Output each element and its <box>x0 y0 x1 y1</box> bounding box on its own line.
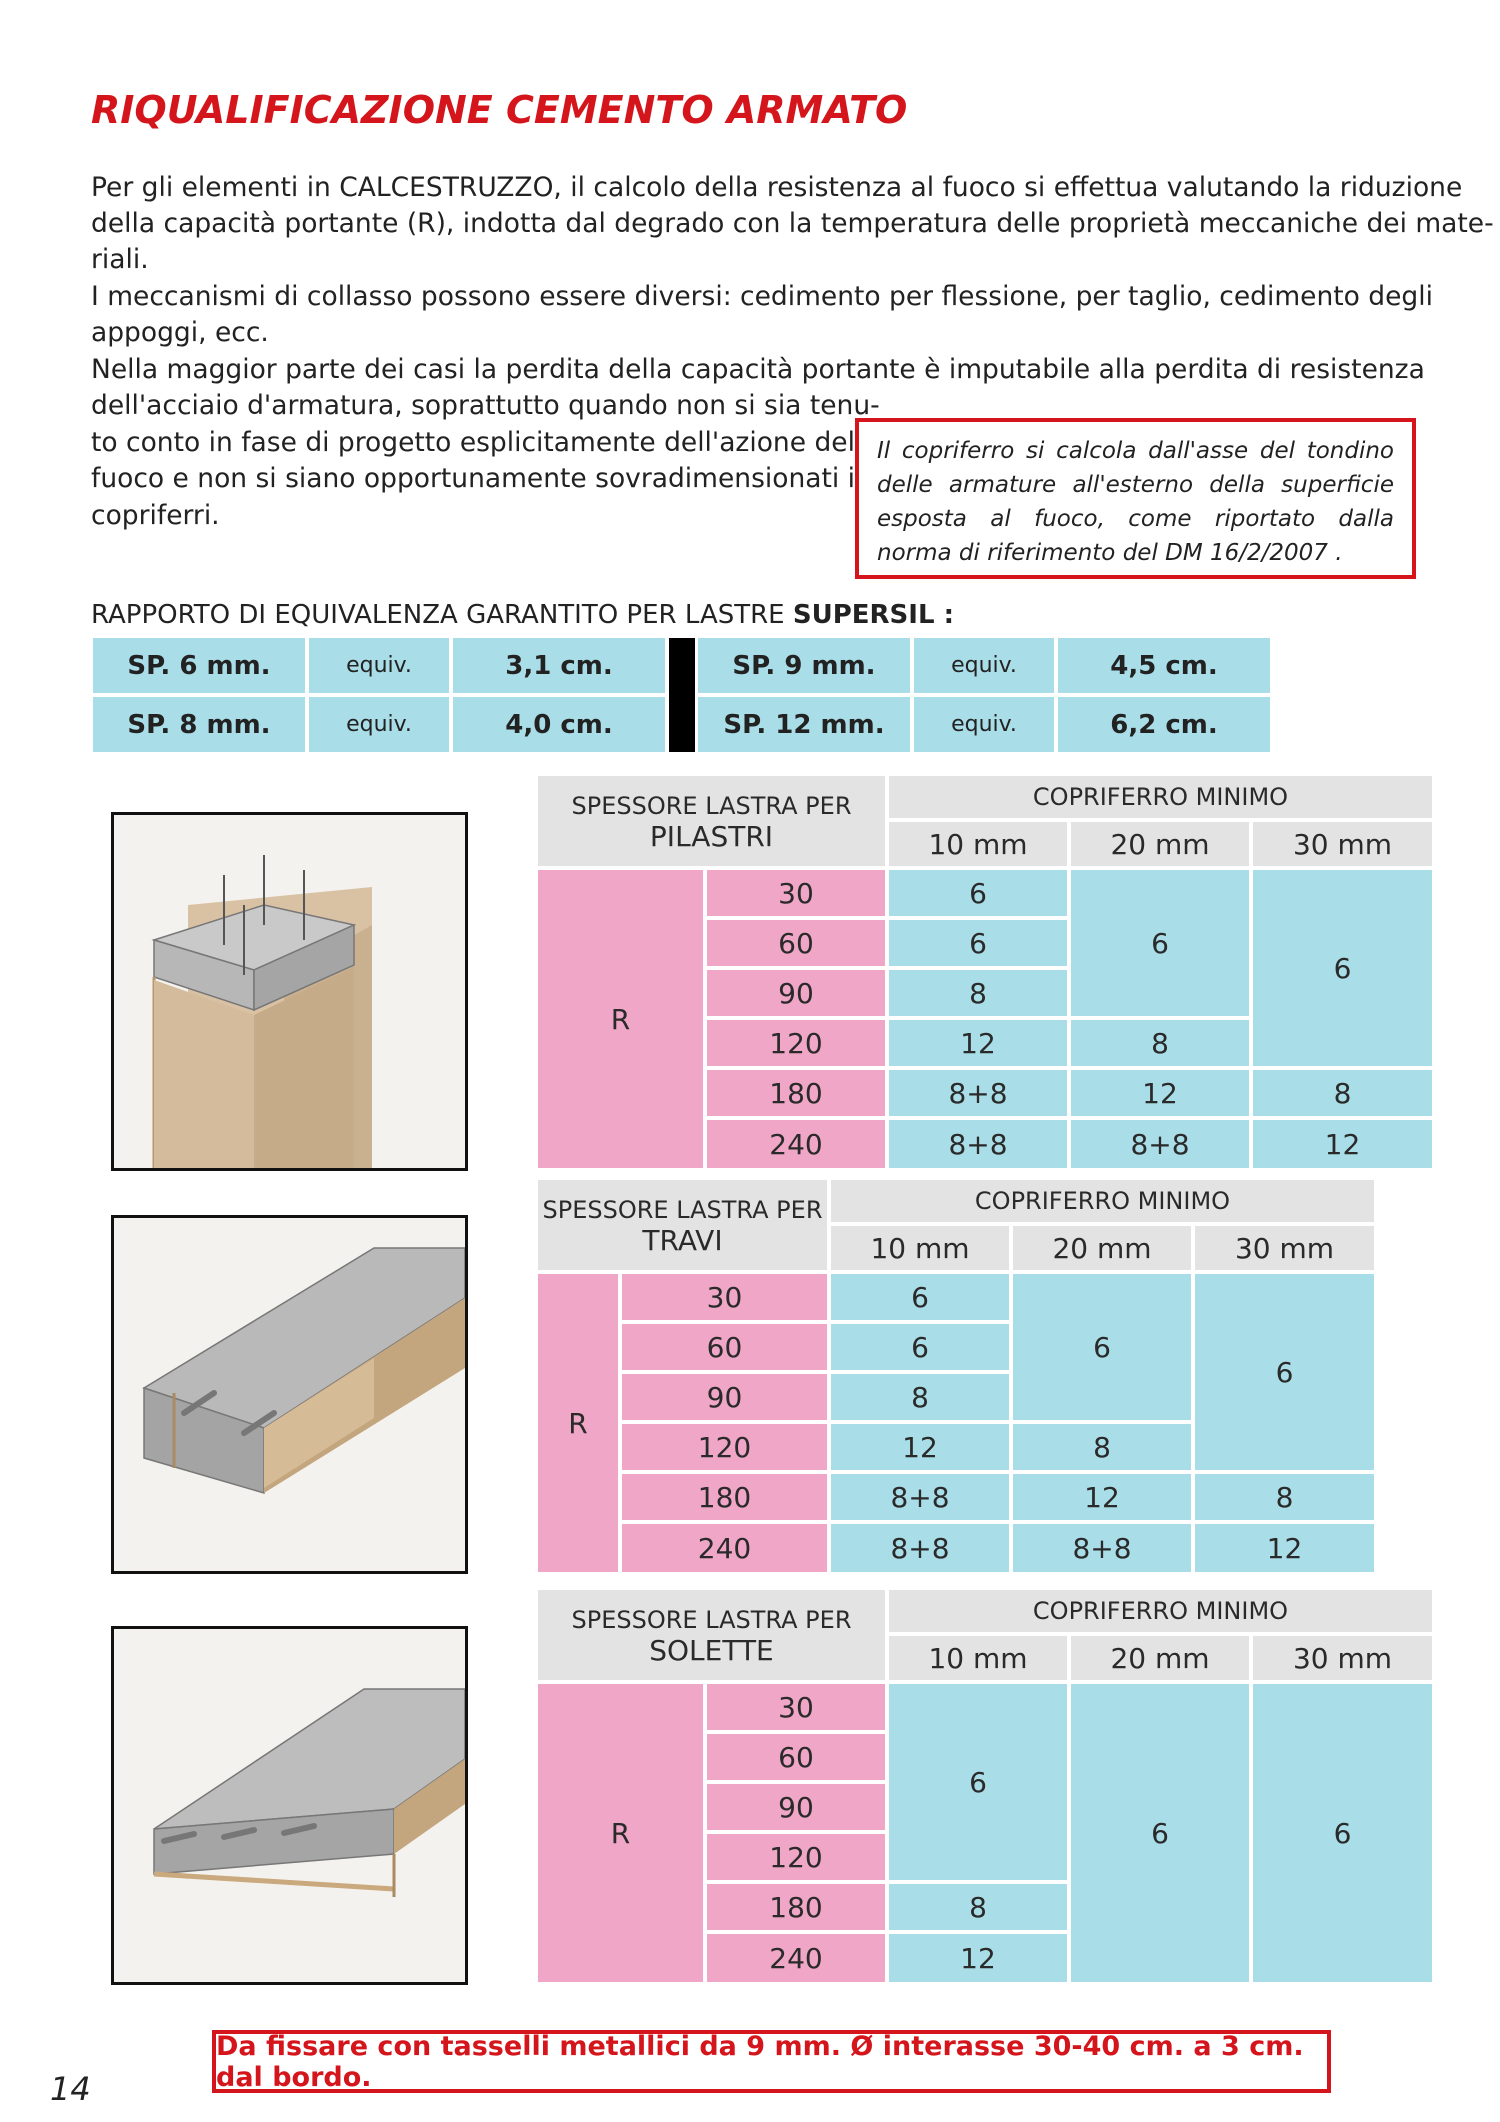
r-value: 240 <box>707 1934 885 1982</box>
value-cell: 12 <box>1253 1120 1432 1168</box>
paragraph-line: fuoco e non si siano opportunamente sovradimensionati i <box>91 463 856 494</box>
footer-note <box>212 2030 1331 2093</box>
cover-header: COPRIFERRO MINIMO <box>889 776 1432 818</box>
beam-illustration <box>111 1215 468 1574</box>
cover-header: COPRIFERRO MINIMO <box>889 1590 1432 1632</box>
value-cell: 8 <box>889 1884 1067 1930</box>
r-label: R <box>538 870 703 1168</box>
value-cell: 12 <box>831 1424 1009 1470</box>
eq-equiv-label: equiv. <box>914 638 1054 693</box>
r-value: 180 <box>707 1884 885 1930</box>
page-title: RIQUALIFICAZIONE CEMENTO ARMATO <box>91 88 908 132</box>
r-value: 240 <box>707 1120 885 1168</box>
value-cell: 6 <box>889 870 1067 916</box>
paragraph-line: della capacità portante (R), indotta dal degrado con la temperatura delle proprietà meccaniche dei mate- <box>91 208 1494 239</box>
eq-right-val: 6,2 cm. <box>1058 697 1270 752</box>
r-value: 60 <box>707 920 885 966</box>
value-cell: 8+8 <box>831 1474 1009 1520</box>
value-cell: 8 <box>831 1374 1009 1420</box>
value-cell: 12 <box>889 1934 1067 1982</box>
value-cell: 8+8 <box>831 1524 1009 1572</box>
eq-right-sp: SP. 9 mm. <box>698 638 910 693</box>
note-text: Il copriferro si calcola dall'asse del tondino delle armature all'esterno della superficie esposta al fuoco, come riportato dalla norma di riferimento del DM 16/2/2007 . <box>877 438 1394 566</box>
value-cell: 8 <box>1013 1424 1191 1470</box>
value-cell: 8+8 <box>1013 1524 1191 1572</box>
paragraph-line: to conto in fase di progetto esplicitamente dell'azione del <box>91 427 855 458</box>
value-cell: 6 <box>1253 870 1432 1066</box>
cover-col: 10 mm <box>889 822 1067 866</box>
r-value: 60 <box>707 1734 885 1780</box>
r-value: 120 <box>707 1020 885 1066</box>
paragraph-line: riali. <box>91 244 149 275</box>
cover-col: 10 mm <box>831 1226 1009 1270</box>
table-header-element: PILASTRI <box>538 820 885 866</box>
paragraph-line: copriferri. <box>91 500 220 531</box>
value-cell: 6 <box>889 920 1067 966</box>
cover-col: 30 mm <box>1195 1226 1374 1270</box>
eq-left-sp: SP. 8 mm. <box>93 697 305 752</box>
equivalence-heading <box>91 600 954 630</box>
cover-col: 20 mm <box>1013 1226 1191 1270</box>
r-value: 30 <box>707 1684 885 1730</box>
value-cell: 12 <box>1013 1474 1191 1520</box>
r-value: 90 <box>707 1784 885 1830</box>
cover-col: 20 mm <box>1071 1636 1249 1680</box>
eq-left-sp: SP. 6 mm. <box>93 638 305 693</box>
eq-right-sp: SP. 12 mm. <box>698 697 910 752</box>
table-header-element: SOLETTE <box>538 1634 885 1680</box>
cover-col: 30 mm <box>1253 1636 1432 1680</box>
paragraph-line: Per gli elementi in CALCESTRUZZO, il calcolo della resistenza al fuoco si effettua valutando la riduzione <box>91 172 1463 203</box>
table-header-element: TRAVI <box>538 1224 827 1270</box>
r-value: 180 <box>622 1474 827 1520</box>
value-cell: 6 <box>889 1684 1067 1880</box>
paragraph-line: dell'acciaio d'armatura, soprattutto quando non si sia tenu- <box>91 390 880 421</box>
paragraph-line: Nella maggior parte dei casi la perdita della capacità portante è imputabile alla perdita di resistenza <box>91 354 1425 385</box>
table-header-line1: SPESSORE LASTRA PER <box>538 1180 827 1224</box>
r-label: R <box>538 1684 703 1982</box>
cover-header: COPRIFERRO MINIMO <box>831 1180 1374 1222</box>
value-cell: 6 <box>1195 1274 1374 1470</box>
eq-equiv-label: equiv. <box>309 638 449 693</box>
value-cell: 6 <box>1071 870 1249 1016</box>
r-label: R <box>538 1274 618 1572</box>
value-cell: 8 <box>889 970 1067 1016</box>
r-value: 90 <box>622 1374 827 1420</box>
value-cell: 6 <box>831 1274 1009 1320</box>
r-value: 60 <box>622 1324 827 1370</box>
cover-col: 20 mm <box>1071 822 1249 866</box>
value-cell: 8+8 <box>889 1070 1067 1116</box>
value-cell: 12 <box>889 1020 1067 1066</box>
column-illustration <box>111 812 468 1171</box>
eq-left-val: 4,0 cm. <box>453 697 665 752</box>
value-cell: 8 <box>1195 1474 1374 1520</box>
r-value: 120 <box>707 1834 885 1880</box>
value-cell: 8+8 <box>1071 1120 1249 1168</box>
value-cell: 8+8 <box>889 1120 1067 1168</box>
equivalence-heading-text: RAPPORTO DI EQUIVALENZA GARANTITO PER LASTRE <box>91 600 793 630</box>
paragraph-line: I meccanismi di collasso possono essere diversi: cedimento per flessione, per taglio, cedimento degli <box>91 281 1433 312</box>
table-header-line1: SPESSORE LASTRA PER <box>538 776 885 820</box>
r-value: 180 <box>707 1070 885 1116</box>
equivalence-separator <box>669 638 695 752</box>
r-value: 90 <box>707 970 885 1016</box>
eq-left-val: 3,1 cm. <box>453 638 665 693</box>
table-header-line1: SPESSORE LASTRA PER <box>538 1590 885 1634</box>
value-cell: 8 <box>1071 1020 1249 1066</box>
r-value: 240 <box>622 1524 827 1572</box>
value-cell: 6 <box>1013 1274 1191 1420</box>
footer-text: Da fissare con tasselli metallici da 9 mm. Ø interasse 30-40 cm. a 3 cm. dal bordo. <box>216 2030 1304 2093</box>
paragraph-line: appoggi, ecc. <box>91 317 269 348</box>
equivalence-brand: SUPERSIL : <box>792 600 954 630</box>
eq-right-val: 4,5 cm. <box>1058 638 1270 693</box>
cover-col: 10 mm <box>889 1636 1067 1680</box>
value-cell: 6 <box>1253 1684 1432 1982</box>
note-box <box>855 418 1416 579</box>
value-cell: 8 <box>1253 1070 1432 1116</box>
value-cell: 6 <box>831 1324 1009 1370</box>
r-value: 30 <box>707 870 885 916</box>
slab-illustration <box>111 1626 468 1985</box>
eq-equiv-label: equiv. <box>914 697 1054 752</box>
value-cell: 12 <box>1071 1070 1249 1116</box>
r-value: 120 <box>622 1424 827 1470</box>
value-cell: 6 <box>1071 1684 1249 1982</box>
eq-equiv-label: equiv. <box>309 697 449 752</box>
value-cell: 12 <box>1195 1524 1374 1572</box>
r-value: 30 <box>622 1274 827 1320</box>
cover-col: 30 mm <box>1253 822 1432 866</box>
page-number: 14 <box>50 2070 91 2108</box>
